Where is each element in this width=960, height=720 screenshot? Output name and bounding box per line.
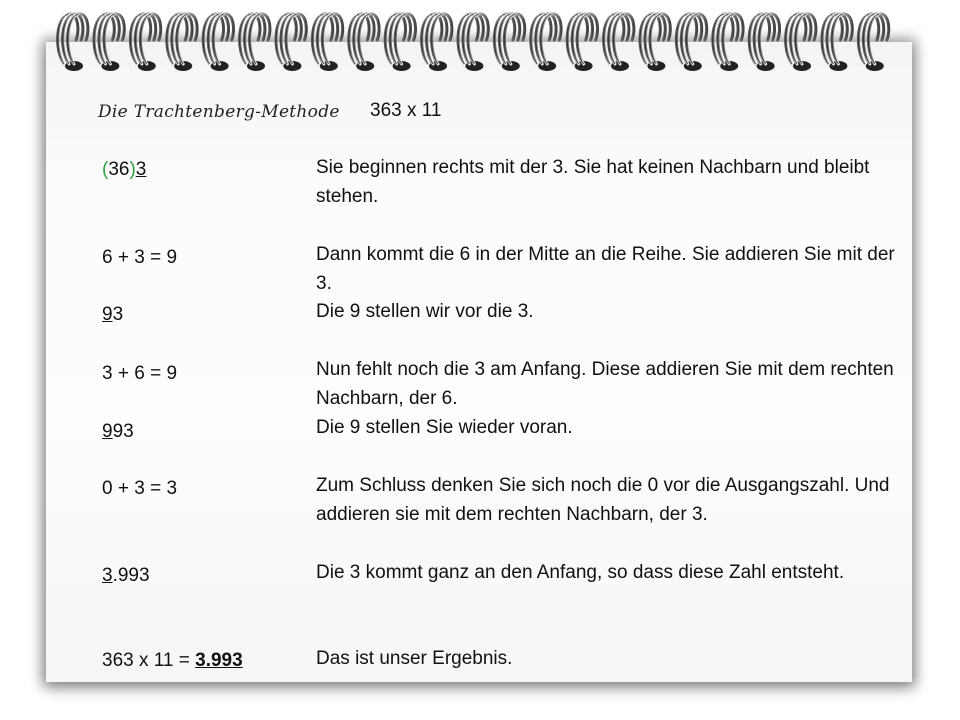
spiral-ring (167, 14, 197, 71)
spiral-ring (276, 14, 306, 71)
spiral-ring (786, 14, 816, 71)
step-1-text: Sie beginnen rechts mit der 3. Sie hat keinen Nachbarn und bleibt stehen. (316, 157, 870, 207)
spiral-ring (713, 14, 743, 71)
step-6-text: Zum Schluss denken Sie sich noch die 0 vor die Ausgangszahl. Und addieren sie mit dem rechten Nachbarn, der 3. (316, 475, 890, 525)
step-8-left: 363 x 11 = 3.993 (102, 650, 243, 671)
spiral-ring (385, 14, 415, 71)
step-7-left: 3.993 (102, 565, 150, 586)
spiral-ring (312, 14, 342, 71)
spiral-ring (240, 14, 270, 71)
spiral-ring (567, 14, 597, 71)
spiral-ring (858, 14, 888, 71)
step-2-left: 6 + 3 = 9 (102, 247, 178, 268)
step-7-text: Die 3 kommt ganz an den Anfang, so dass diese Zahl entsteht. (316, 562, 845, 583)
spiral-binding (0, 0, 960, 80)
spiral-ring (349, 14, 379, 71)
spiral-ring (458, 14, 488, 71)
spiral-ring (676, 14, 706, 71)
spiral-ring (604, 14, 634, 71)
spiral-ring (749, 14, 779, 71)
spiral-ring (822, 14, 852, 71)
spiral-ring (130, 14, 160, 71)
step-4-text: Nun fehlt noch die 3 am Anfang. Diese addieren Sie mit dem rechten Nachbarn, der 6. (316, 359, 894, 409)
final-result: 3.993 (195, 650, 243, 671)
step-6-left: 0 + 3 = 3 (102, 478, 178, 499)
spiral-ring (640, 14, 670, 71)
spiral-ring (58, 14, 88, 71)
step-5-text: Die 9 stellen Sie wieder voran. (316, 417, 573, 438)
problem-title: 363 x 11 (370, 100, 442, 121)
handwritten-title: Die Trachtenberg-Methode (98, 102, 340, 122)
spiral-ring (422, 14, 452, 71)
step-4-left: 3 + 6 = 9 (102, 363, 178, 384)
spiral-ring (94, 14, 124, 71)
spiral-ring (203, 14, 233, 71)
spiral-ring (494, 14, 524, 71)
step-3-text: Die 9 stellen wir vor die 3. (316, 301, 534, 322)
step-3-left: 93 (102, 304, 124, 325)
spiral-ring (531, 14, 561, 71)
step-1-left: (36)3 (102, 159, 147, 180)
step-2-text: Dann kommt die 6 in der Mitte an die Reihe. Sie addieren Sie mit der 3. (316, 244, 895, 294)
step-8-text: Das ist unser Ergebnis. (316, 648, 513, 669)
step-5-left: 993 (102, 421, 134, 442)
